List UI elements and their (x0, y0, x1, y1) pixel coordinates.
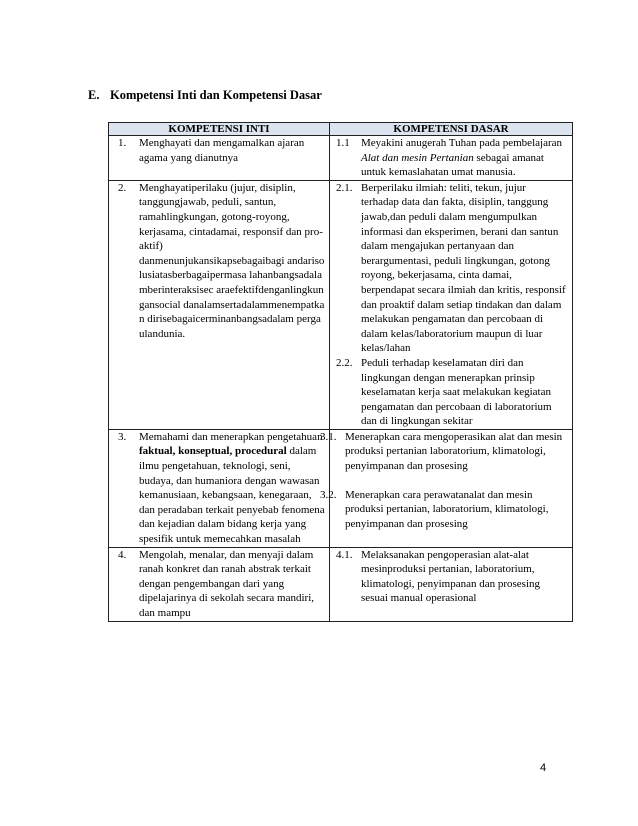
kd-number: 1.1 (336, 137, 350, 149)
kd-text: Melaksanakan pengoperasian alat-alat mesinproduksi pertanian, laboratorium, klimatologi, penyimpanan dan prosesing sesuai manual operasional (361, 548, 541, 605)
table-row (109, 180, 573, 429)
kd-number: 3.2. (320, 488, 337, 501)
ki-cell (109, 136, 330, 181)
kd-cell (330, 547, 573, 621)
table-row (109, 547, 573, 621)
kd-cell (330, 136, 573, 181)
header-kompetensi-dasar: KOMPETENSI DASAR (330, 123, 573, 136)
section-title: Kompetensi Inti dan Kompetensi Dasar (110, 88, 322, 102)
page-number: 4 (540, 762, 547, 774)
kd-number: 2.1. (336, 181, 353, 194)
table-header-row (109, 123, 573, 136)
ki-text: Menghayati dan mengamalkan ajaran agama yang dianutnya (139, 137, 305, 164)
ki-text: Menghayatiperilaku (jujur, disiplin, tanggungjawab, peduli, santun, ramahlingkungan, gotong-royong, kerjasama, cintadamai, responsif dan pro-aktif) danmenunjukansikapsebagaibagi andarisolusiatasberbagaipermasa lahanbangsadalamberinteraksisec araefektifdenganlingkungansocial danalamsertadalammenempatkan dirisebagaicerminanbangsadalam pergaulandunia. (139, 181, 325, 340)
ki-bold-terms: faktual, konseptual, procedural (139, 445, 287, 458)
ki-text: Mengolah, menalar, dan menyaji dalam ranah konkret dan ranah abstrak terkait dengan pengembangan dari yang dipelajarinya di sekolah secara mandiri, dan mampu (139, 548, 315, 619)
kd-text: Peduli terhadap keselamatan diri dan lingkungan dengan menerapkan prinsip keselamatan kerja saat melakukan kegiatan pengamatan dan percobaan di laboratorium dan di lingkungan sekitar (361, 356, 552, 428)
ki-number: 4. (118, 548, 127, 561)
table-row (109, 136, 573, 181)
ki-cell (109, 547, 330, 621)
kd-italic-term: Alat dan mesin Pertanian (361, 151, 474, 164)
section-number: E. (88, 88, 100, 102)
ki-cell (109, 180, 330, 429)
competency-table (108, 122, 573, 622)
ki-number: 3. (118, 430, 127, 443)
kd-number: 4.1. (336, 548, 353, 561)
kd-text: Menerapkan cara perawatanalat dan mesin produksi pertanian, laboratorium, klimatologi, penyimpanan dan prosesing (345, 488, 549, 530)
table-row (109, 429, 573, 547)
kd-number: 2.2. (336, 356, 353, 369)
kd-cell (320, 429, 573, 547)
section-heading (88, 88, 322, 103)
kd-cell (330, 180, 573, 429)
kd-text: Menerapkan cara mengoperasikan alat dan mesin produksi pertanian laboratorium, klimatologi, penyimpanan dan prosesing (345, 430, 563, 473)
kd-number: 3.1. (320, 430, 337, 443)
header-kompetensi-inti: KOMPETENSI INTI (109, 123, 330, 136)
ki-cell (109, 429, 330, 547)
ki-number: 1. (118, 137, 127, 149)
ki-text: Memahami dan menerapkan pengetahuan faktual, konseptual, procedural dalam ilmu pengetahuan, teknologi, seni, budaya, dan humaniora dengan wawasan kemanusiaan, kebangsaan, kenegaraan, dan peradaban terkait penyebab fenomena dan kejadian dalam bidang kerja yang spesifik untuk memecahkan masalah (139, 430, 325, 546)
kd-text: Meyakini anugerah Tuhan pada pembelajaran Alat dan mesin Pertanian sebagai amanat untuk kemaslahatan umat manusia. (361, 137, 562, 179)
ki-number: 2. (118, 181, 127, 194)
kd-text: Berperilaku ilmiah: teliti, tekun, jujur terhadap data dan fakta, disiplin, tanggung jawab,dan peduli dalam mengumpulkan informasi dan eksperimen, berani dan santun dalam mengajukan pertanyaan dan berargumentasi, peduli lingkungan, gotong royong, bekerjasama, cinta damai, berpendapat secara ilmiah dan kritis, responsif dan proaktif dalam setiap tindakan dan dalam melakukan pengamatan dan percobaan di dalam kelas/laboratorium maupun di luar kelas/lahan (361, 181, 566, 355)
